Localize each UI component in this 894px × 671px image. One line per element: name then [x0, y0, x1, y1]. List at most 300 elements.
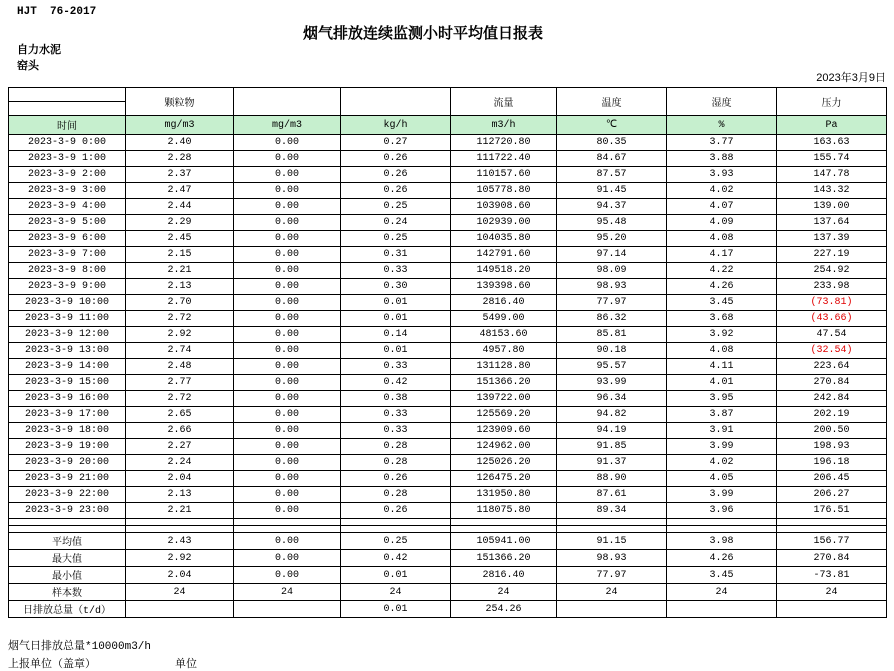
value-cell: 0.25 — [341, 231, 451, 247]
value-cell: 0.00 — [234, 231, 341, 247]
summary-label-cell: 样本数 — [9, 584, 126, 601]
table-row — [9, 231, 887, 247]
summary-label-cell: 平均值 — [9, 533, 126, 550]
value-cell: 0.26 — [341, 503, 451, 519]
value-cell: 0.42 — [341, 375, 451, 391]
table-row — [9, 423, 887, 439]
value-cell: 95.57 — [557, 359, 667, 375]
time-cell: 2023-3-9 14:00 — [9, 359, 126, 375]
value-cell: 98.93 — [557, 279, 667, 295]
value-cell: 4.02 — [667, 183, 777, 199]
group-header-row — [9, 88, 887, 102]
value-cell: 0.26 — [341, 167, 451, 183]
value-cell: 0.00 — [234, 199, 341, 215]
value-cell: 0.00 — [234, 439, 341, 455]
time-cell: 2023-3-9 1:00 — [9, 151, 126, 167]
value-cell: 254.92 — [777, 263, 887, 279]
value-cell: 95.48 — [557, 215, 667, 231]
table-row — [9, 375, 887, 391]
value-cell: 2.77 — [126, 375, 234, 391]
value-cell: 2816.40 — [451, 567, 557, 584]
unit-pa: Pa — [777, 116, 887, 135]
report-date: 2023年3月9日 — [816, 72, 886, 84]
table-row — [9, 471, 887, 487]
value-cell: 2.24 — [126, 455, 234, 471]
value-cell: 2.48 — [126, 359, 234, 375]
empty-cell — [234, 519, 341, 526]
time-cell: 2023-3-9 9:00 — [9, 279, 126, 295]
time-cell: 2023-3-9 5:00 — [9, 215, 126, 231]
value-cell: 87.61 — [557, 487, 667, 503]
value-cell: 4.08 — [667, 343, 777, 359]
empty-cell — [9, 526, 126, 533]
value-cell: 89.34 — [557, 503, 667, 519]
value-cell: 131950.80 — [451, 487, 557, 503]
value-cell: 137.39 — [777, 231, 887, 247]
value-cell: 3.68 — [667, 311, 777, 327]
value-cell: 0.33 — [341, 423, 451, 439]
value-cell: 24 — [667, 584, 777, 601]
value-cell: 0.14 — [341, 327, 451, 343]
value-cell: 202.19 — [777, 407, 887, 423]
table-row — [9, 455, 887, 471]
report-table — [8, 87, 887, 618]
spacer-row — [9, 526, 887, 533]
value-cell: 0.42 — [341, 550, 451, 567]
table-row — [9, 439, 887, 455]
time-cell: 2023-3-9 22:00 — [9, 487, 126, 503]
value-cell: 87.57 — [557, 167, 667, 183]
time-cell: 2023-3-9 15:00 — [9, 375, 126, 391]
value-cell: 98.09 — [557, 263, 667, 279]
table-row — [9, 199, 887, 215]
value-cell: 3.99 — [667, 487, 777, 503]
value-cell: 88.90 — [557, 471, 667, 487]
value-cell: 139.00 — [777, 199, 887, 215]
value-cell: 0.01 — [341, 343, 451, 359]
table-row — [9, 407, 887, 423]
value-cell: 176.51 — [777, 503, 887, 519]
value-cell: 147.78 — [777, 167, 887, 183]
table-row — [9, 503, 887, 519]
value-cell: 0.00 — [234, 375, 341, 391]
value-cell: 2.04 — [126, 567, 234, 584]
value-cell: 163.63 — [777, 135, 887, 151]
value-cell: 270.84 — [777, 550, 887, 567]
summary-label-cell: 最大值 — [9, 550, 126, 567]
value-cell: 103908.60 — [451, 199, 557, 215]
value-cell: 0.00 — [234, 471, 341, 487]
summary-row — [9, 550, 887, 567]
value-cell: 105941.00 — [451, 533, 557, 550]
table-row — [9, 487, 887, 503]
value-cell: 3.99 — [667, 439, 777, 455]
value-cell: 91.15 — [557, 533, 667, 550]
value-cell: 0.28 — [341, 455, 451, 471]
value-cell: 5499.00 — [451, 311, 557, 327]
value-cell: 151366.20 — [451, 550, 557, 567]
value-cell: 233.98 — [777, 279, 887, 295]
value-cell: 2.44 — [126, 199, 234, 215]
time-cell: 2023-3-9 0:00 — [9, 135, 126, 151]
spacer-rows — [9, 519, 887, 533]
unit-m3h: m3/h — [451, 116, 557, 135]
value-cell: 2816.40 — [451, 295, 557, 311]
value-cell: 3.93 — [667, 167, 777, 183]
empty-cell — [557, 519, 667, 526]
empty-cell — [667, 526, 777, 533]
value-cell: 139722.00 — [451, 391, 557, 407]
value-cell: 125569.20 — [451, 407, 557, 423]
header-blank-cell — [9, 102, 126, 116]
value-cell: 2.28 — [126, 151, 234, 167]
value-cell: 0.00 — [234, 550, 341, 567]
value-cell: 2.04 — [126, 471, 234, 487]
value-cell: 0.00 — [234, 167, 341, 183]
value-cell: 125026.20 — [451, 455, 557, 471]
value-cell: 0.00 — [234, 279, 341, 295]
table-row — [9, 343, 887, 359]
value-cell: 47.54 — [777, 327, 887, 343]
value-cell: 123909.60 — [451, 423, 557, 439]
table-row — [9, 391, 887, 407]
value-cell: 2.43 — [126, 533, 234, 550]
value-cell: 131128.80 — [451, 359, 557, 375]
value-cell: 124962.00 — [451, 439, 557, 455]
value-cell: 200.50 — [777, 423, 887, 439]
value-cell: 126475.20 — [451, 471, 557, 487]
empty-cell — [777, 519, 887, 526]
header-temperature: 温度 — [557, 88, 667, 116]
value-cell: 2.15 — [126, 247, 234, 263]
time-cell: 2023-3-9 3:00 — [9, 183, 126, 199]
time-cell: 2023-3-9 6:00 — [9, 231, 126, 247]
table-row — [9, 183, 887, 199]
value-cell: 0.00 — [234, 503, 341, 519]
value-cell: 151366.20 — [451, 375, 557, 391]
value-cell: 105778.80 — [451, 183, 557, 199]
time-cell: 2023-3-9 20:00 — [9, 455, 126, 471]
time-cell: 2023-3-9 12:00 — [9, 327, 126, 343]
value-cell: 0.30 — [341, 279, 451, 295]
summary-row — [9, 601, 887, 618]
value-cell: 0.25 — [341, 533, 451, 550]
time-cell: 2023-3-9 7:00 — [9, 247, 126, 263]
value-cell: 0.00 — [234, 135, 341, 151]
value-cell: 0.00 — [234, 391, 341, 407]
value-cell: 0.00 — [234, 407, 341, 423]
summary-rows — [9, 533, 887, 618]
value-cell: 111722.40 — [451, 151, 557, 167]
table-row — [9, 151, 887, 167]
value-cell — [667, 601, 777, 618]
value-cell: 4.11 — [667, 359, 777, 375]
value-cell: 0.00 — [234, 215, 341, 231]
empty-cell — [451, 519, 557, 526]
value-cell: 0.33 — [341, 263, 451, 279]
value-cell: 0.00 — [234, 487, 341, 503]
header-blank-cell — [9, 88, 126, 102]
empty-cell — [234, 526, 341, 533]
header-particulate: 颗粒物 — [126, 88, 234, 116]
value-cell: 0.24 — [341, 215, 451, 231]
value-cell: 3.91 — [667, 423, 777, 439]
time-cell: 2023-3-9 8:00 — [9, 263, 126, 279]
summary-row — [9, 584, 887, 601]
table-row — [9, 295, 887, 311]
value-cell: 4957.80 — [451, 343, 557, 359]
time-cell: 2023-3-9 16:00 — [9, 391, 126, 407]
value-cell: 2.47 — [126, 183, 234, 199]
value-cell: 2.45 — [126, 231, 234, 247]
unit-time: 时间 — [9, 116, 126, 135]
value-cell: 0.00 — [234, 533, 341, 550]
value-cell: 4.05 — [667, 471, 777, 487]
value-cell: 4.17 — [667, 247, 777, 263]
value-cell: 0.31 — [341, 247, 451, 263]
value-cell: 24 — [126, 584, 234, 601]
header-humidity: 湿度 — [667, 88, 777, 116]
value-cell: 0.27 — [341, 135, 451, 151]
value-cell: 206.45 — [777, 471, 887, 487]
value-cell: 0.01 — [341, 567, 451, 584]
value-cell: 139398.60 — [451, 279, 557, 295]
summary-label-cell: 日排放总量（t/d） — [9, 601, 126, 618]
value-cell: 77.97 — [557, 295, 667, 311]
value-cell: 242.84 — [777, 391, 887, 407]
unit-mgm3: mg/m3 — [126, 116, 234, 135]
unit-row — [9, 116, 887, 135]
value-cell: 3.92 — [667, 327, 777, 343]
header-pressure: 压力 — [777, 88, 887, 116]
table-header — [9, 88, 887, 135]
empty-cell — [126, 526, 234, 533]
value-cell: 0.00 — [234, 567, 341, 584]
value-cell: 24 — [777, 584, 887, 601]
value-cell: 3.88 — [667, 151, 777, 167]
value-cell: 0.28 — [341, 439, 451, 455]
value-cell: 0.00 — [234, 183, 341, 199]
time-cell: 2023-3-9 18:00 — [9, 423, 126, 439]
value-cell: 2.72 — [126, 391, 234, 407]
empty-cell — [451, 526, 557, 533]
page-title: 烟气排放连续监测小时平均值日报表 — [302, 25, 543, 42]
value-cell: 98.93 — [557, 550, 667, 567]
value-cell: 0.00 — [234, 295, 341, 311]
value-cell: 118075.80 — [451, 503, 557, 519]
unit-mgm3: mg/m3 — [234, 116, 341, 135]
value-cell: 0.01 — [341, 295, 451, 311]
empty-cell — [667, 519, 777, 526]
value-cell: 0.00 — [234, 343, 341, 359]
value-cell: 0.00 — [234, 311, 341, 327]
value-cell: 0.00 — [234, 151, 341, 167]
value-cell: 223.64 — [777, 359, 887, 375]
value-cell: 149518.20 — [451, 263, 557, 279]
summary-label-cell: 最小值 — [9, 567, 126, 584]
value-cell: 24 — [451, 584, 557, 601]
value-cell: 0.00 — [234, 263, 341, 279]
value-cell: 2.65 — [126, 407, 234, 423]
value-cell: 3.95 — [667, 391, 777, 407]
value-cell: 137.64 — [777, 215, 887, 231]
value-cell: 94.82 — [557, 407, 667, 423]
value-cell: 196.18 — [777, 455, 887, 471]
value-cell: 198.93 — [777, 439, 887, 455]
value-cell: 4.02 — [667, 455, 777, 471]
value-cell: 4.26 — [667, 279, 777, 295]
header-blank-cell — [341, 88, 451, 116]
value-cell: 2.40 — [126, 135, 234, 151]
table-row — [9, 279, 887, 295]
value-cell: 2.92 — [126, 550, 234, 567]
value-cell: 91.45 — [557, 183, 667, 199]
value-cell — [234, 601, 341, 618]
value-cell: 24 — [341, 584, 451, 601]
value-cell: 0.00 — [234, 359, 341, 375]
value-cell: 2.27 — [126, 439, 234, 455]
time-cell: 2023-3-9 21:00 — [9, 471, 126, 487]
value-cell: 3.96 — [667, 503, 777, 519]
value-cell: 0.33 — [341, 359, 451, 375]
value-cell: 0.00 — [234, 327, 341, 343]
header-blank-cell — [234, 88, 341, 116]
value-cell: 270.84 — [777, 375, 887, 391]
value-cell: 143.32 — [777, 183, 887, 199]
value-cell: 3.45 — [667, 295, 777, 311]
value-cell: 0.00 — [234, 423, 341, 439]
value-cell: (73.81) — [777, 295, 887, 311]
value-cell: 2.13 — [126, 279, 234, 295]
value-cell: 0.01 — [341, 311, 451, 327]
value-cell: 4.09 — [667, 215, 777, 231]
flow-total-note: 烟气日排放总量*10000m3/h — [8, 641, 152, 653]
value-cell: 112720.80 — [451, 135, 557, 151]
value-cell: 0.26 — [341, 151, 451, 167]
unit-celsius: ℃ — [557, 116, 667, 135]
value-cell: 2.70 — [126, 295, 234, 311]
time-cell: 2023-3-9 4:00 — [9, 199, 126, 215]
value-cell: 77.97 — [557, 567, 667, 584]
table-row — [9, 167, 887, 183]
time-cell: 2023-3-9 17:00 — [9, 407, 126, 423]
unit-label: 单位 — [175, 658, 197, 670]
station-name: 窑头 — [17, 60, 39, 72]
value-cell: 156.77 — [777, 533, 887, 550]
summary-row — [9, 533, 887, 550]
value-cell: 97.14 — [557, 247, 667, 263]
value-cell: 95.20 — [557, 231, 667, 247]
empty-cell — [126, 519, 234, 526]
value-cell: 104035.80 — [451, 231, 557, 247]
value-cell: 48153.60 — [451, 327, 557, 343]
value-cell: 2.72 — [126, 311, 234, 327]
value-cell: 96.34 — [557, 391, 667, 407]
value-cell: 80.35 — [557, 135, 667, 151]
value-cell: 24 — [557, 584, 667, 601]
time-cell: 2023-3-9 11:00 — [9, 311, 126, 327]
value-cell: 2.21 — [126, 503, 234, 519]
value-cell: 93.99 — [557, 375, 667, 391]
table-row — [9, 359, 887, 375]
value-cell: 0.01 — [341, 601, 451, 618]
value-cell: 0.00 — [234, 247, 341, 263]
value-cell: 4.26 — [667, 550, 777, 567]
value-cell: 94.37 — [557, 199, 667, 215]
value-cell: 2.74 — [126, 343, 234, 359]
value-cell: 110157.60 — [451, 167, 557, 183]
value-cell: 24 — [234, 584, 341, 601]
value-cell: 94.19 — [557, 423, 667, 439]
value-cell: 0.26 — [341, 471, 451, 487]
value-cell: 90.18 — [557, 343, 667, 359]
time-cell: 2023-3-9 10:00 — [9, 295, 126, 311]
value-cell: (32.54) — [777, 343, 887, 359]
value-cell: 0.00 — [234, 455, 341, 471]
empty-cell — [777, 526, 887, 533]
value-cell: 2.66 — [126, 423, 234, 439]
value-cell: 254.26 — [451, 601, 557, 618]
value-cell: 0.33 — [341, 407, 451, 423]
value-cell: 2.37 — [126, 167, 234, 183]
value-cell: 84.67 — [557, 151, 667, 167]
value-cell: 4.22 — [667, 263, 777, 279]
value-cell: 102939.00 — [451, 215, 557, 231]
empty-cell — [557, 526, 667, 533]
value-cell: 3.77 — [667, 135, 777, 151]
value-cell: 85.81 — [557, 327, 667, 343]
empty-cell — [341, 519, 451, 526]
table-row — [9, 215, 887, 231]
spacer-row — [9, 519, 887, 526]
value-cell: 91.37 — [557, 455, 667, 471]
unit-kgh: kg/h — [341, 116, 451, 135]
summary-row — [9, 567, 887, 584]
value-cell: 2.21 — [126, 263, 234, 279]
hourly-rows — [9, 135, 887, 519]
value-cell: 2.29 — [126, 215, 234, 231]
value-cell: 3.87 — [667, 407, 777, 423]
table-row — [9, 311, 887, 327]
unit-percent: % — [667, 116, 777, 135]
time-cell: 2023-3-9 23:00 — [9, 503, 126, 519]
table-row — [9, 263, 887, 279]
value-cell: 206.27 — [777, 487, 887, 503]
value-cell: -73.81 — [777, 567, 887, 584]
value-cell — [126, 601, 234, 618]
value-cell: 3.98 — [667, 533, 777, 550]
value-cell: 155.74 — [777, 151, 887, 167]
table-row — [9, 135, 887, 151]
time-cell: 2023-3-9 13:00 — [9, 343, 126, 359]
value-cell — [557, 601, 667, 618]
value-cell — [777, 601, 887, 618]
standard-code: HJT 76-2017 — [17, 6, 97, 18]
table-row — [9, 247, 887, 263]
table-row — [9, 327, 887, 343]
value-cell: 3.45 — [667, 567, 777, 584]
header-flow: 流量 — [451, 88, 557, 116]
time-cell: 2023-3-9 19:00 — [9, 439, 126, 455]
empty-cell — [341, 526, 451, 533]
value-cell: 0.38 — [341, 391, 451, 407]
value-cell: 4.07 — [667, 199, 777, 215]
value-cell: 0.28 — [341, 487, 451, 503]
value-cell: 86.32 — [557, 311, 667, 327]
value-cell: 142791.60 — [451, 247, 557, 263]
value-cell: 4.01 — [667, 375, 777, 391]
reporting-unit-label: 上报单位（盖章） — [8, 658, 96, 670]
